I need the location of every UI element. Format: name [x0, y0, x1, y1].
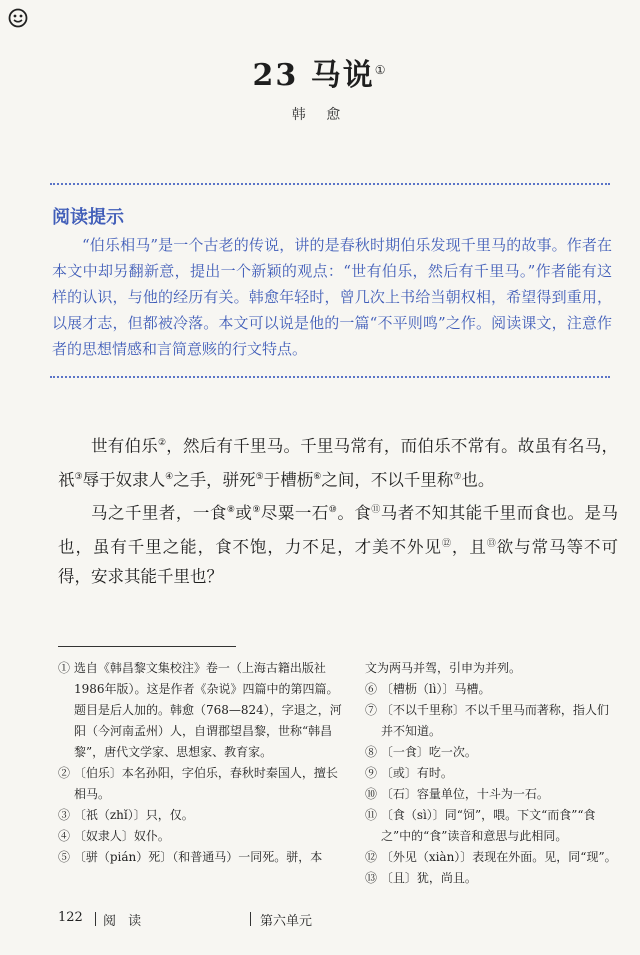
footnote: ⑫ 〔外见（xiàn）〕表现在外面。见，同“现”。	[365, 850, 617, 864]
footnote: ① 选自《韩昌黎文集校注》卷一（上海古籍出版社1986年版）。这是作者《杂说》四篇中的第四篇。题目是后人加的。韩愈（768—824），字退之，河阳（今河南孟州）人，自谓郡望昌黎，世称“韩昌黎”，唐代文学家、思想家、教育家。	[58, 661, 342, 759]
footnote: ⑥ 〔槽枥（lì）〕马槽。	[365, 682, 491, 696]
footnotes-left-column	[58, 658, 346, 868]
author: 韩 愈	[291, 107, 349, 123]
footnote: ⑩ 〔石〕容量单位，十斗为一石。	[365, 787, 549, 801]
footnote-marker: ⑦	[453, 471, 462, 482]
main-text	[58, 428, 618, 592]
footnote-marker: ⑬	[486, 538, 497, 549]
footer-unit: 第六单元	[260, 914, 313, 929]
smiley-icon	[8, 8, 28, 28]
footnote-separator	[58, 646, 236, 647]
footnote: ⑬ 〔且〕犹，尚且。	[365, 871, 477, 885]
main-paragraph-2: 马之千里者，一食⑧或⑨尽粟一石⑩。食⑪马者不知其能千里而食也。是马也，虽有千里之能，食不饱，力不足，才美不外见⑫，且⑬欲与常马等不可得，安求其能千里也？	[58, 503, 618, 586]
footnote-marker: ④	[165, 471, 174, 482]
lesson-title-text: 23 马说	[252, 58, 375, 93]
footnote: ⑤ 〔骈（pián）死〕（和普通马）一同死。骈，本	[58, 850, 323, 864]
title-footnote-marker: ①	[374, 63, 388, 77]
footnote-marker: ②	[157, 438, 167, 448]
footnote-marker: ⑪	[371, 505, 381, 515]
footnote: ③ 〔祇（zhǐ）〕只，仅。	[58, 808, 194, 822]
footer-section: 阅 读	[103, 914, 146, 929]
tips-top-divider	[50, 183, 610, 185]
footnote-marker: ⑧	[226, 505, 236, 515]
footnote: ④ 〔奴隶人〕奴仆。	[58, 829, 170, 843]
footnote: ⑪ 〔食（sì）〕同“饲”，喂。下文“而食”“食之”中的“食”读音和意思与此相同。	[365, 808, 596, 843]
footer-divider	[95, 912, 96, 926]
page-number: 122	[58, 910, 83, 925]
footnotes-right-column	[365, 658, 617, 889]
footnote-marker: ⑩	[328, 505, 338, 515]
reading-tips-paragraph: “伯乐相马”是一个古老的传说，讲的是春秋时期伯乐发现千里马的故事。作者在本文中却另翻新意，提出一个新颖的观点：“世有伯乐，然后有千里马。”作者能有这样的认识，与他的经历有关。韩愈年轻时，曾几次上书给当朝权相，希望得到重用，以展才志，但都被冷落。本文可以说是他的一篇“不平则鸣”之作。阅读课文，注意作者的思想情感和言简意赅的行文特点。	[52, 236, 612, 358]
footnote-continuation: 文为两马并驾，引申为并列。	[365, 661, 522, 675]
footnote-marker: ⑤	[255, 471, 264, 482]
footnote: ⑨ 〔或〕有时。	[365, 766, 453, 780]
footnote-marker: ⑨	[252, 505, 261, 515]
footnote: ⑧ 〔一食〕吃一次。	[365, 745, 477, 759]
footnote: ② 〔伯乐〕本名孙阳，字伯乐，春秋时秦国人，擅长相马。	[58, 766, 338, 801]
reading-tips-body	[52, 232, 612, 362]
main-paragraph-1: 世有伯乐②，然后有千里马。千里马常有，而伯乐不常有。故虽有名马，祇③辱于奴隶人④之手，骈死⑤于槽枥⑥之间，不以千里称⑦也。	[58, 436, 619, 489]
footnote-marker: ⑥	[313, 471, 322, 482]
footnote-marker: ⑫	[441, 538, 452, 549]
footer-divider	[250, 912, 251, 926]
reading-tips-heading: 阅读提示	[52, 207, 124, 228]
tips-bottom-divider	[50, 376, 610, 378]
footnote: ⑦ 〔不以千里称〕不以千里马而著称，指人们并不知道。	[365, 703, 609, 738]
lesson-title	[0, 50, 640, 94]
footnote-marker: ③	[74, 471, 83, 482]
